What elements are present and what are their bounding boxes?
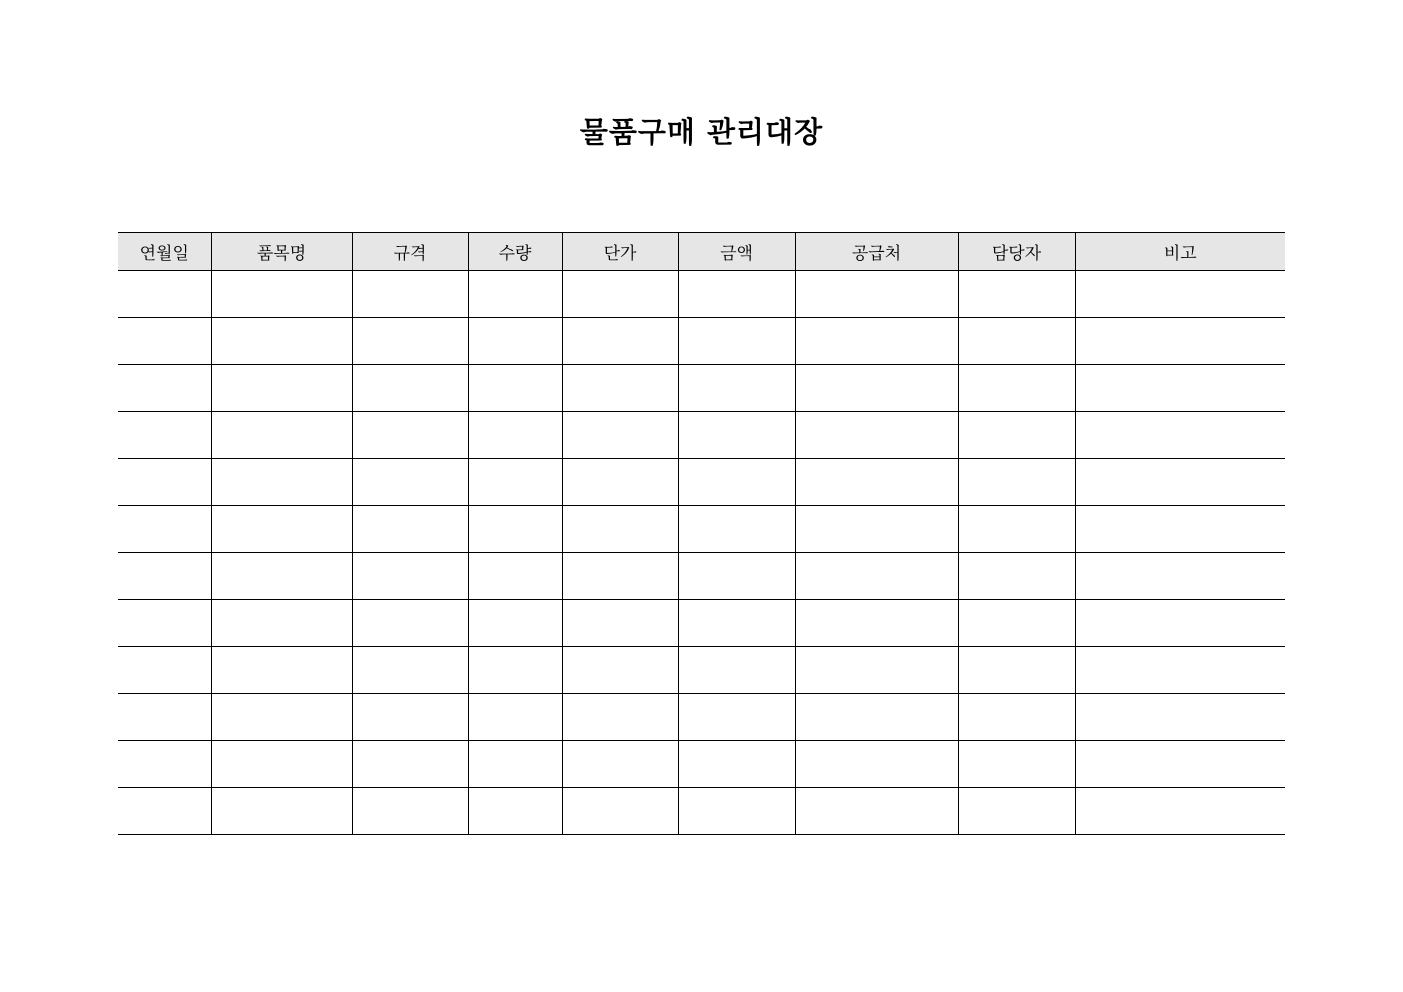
cell-item-name[interactable]: [211, 788, 352, 835]
cell-quantity[interactable]: [468, 647, 562, 694]
table-row: [118, 788, 1285, 835]
cell-amount[interactable]: [678, 647, 795, 694]
cell-unit-price[interactable]: [562, 600, 678, 647]
cell-remarks[interactable]: [1075, 318, 1285, 365]
cell-remarks[interactable]: [1075, 788, 1285, 835]
cell-quantity[interactable]: [468, 741, 562, 788]
cell-unit-price[interactable]: [562, 318, 678, 365]
cell-spec[interactable]: [352, 553, 468, 600]
cell-item-name[interactable]: [211, 271, 352, 318]
cell-remarks[interactable]: [1075, 459, 1285, 506]
header-item-name: 품목명: [211, 233, 352, 271]
cell-spec[interactable]: [352, 365, 468, 412]
cell-amount[interactable]: [678, 553, 795, 600]
cell-date[interactable]: [118, 694, 211, 741]
cell-supplier[interactable]: [795, 459, 958, 506]
cell-quantity[interactable]: [468, 694, 562, 741]
table-row: [118, 694, 1285, 741]
cell-item-name[interactable]: [211, 365, 352, 412]
cell-amount[interactable]: [678, 506, 795, 553]
header-quantity: 수량: [468, 233, 562, 271]
cell-supplier[interactable]: [795, 694, 958, 741]
cell-spec[interactable]: [352, 271, 468, 318]
header-date: 연월일: [118, 233, 211, 271]
cell-item-name[interactable]: [211, 694, 352, 741]
cell-spec[interactable]: [352, 741, 468, 788]
purchase-ledger-table: [118, 232, 1285, 835]
cell-supplier[interactable]: [795, 647, 958, 694]
cell-manager[interactable]: [958, 459, 1075, 506]
cell-manager[interactable]: [958, 600, 1075, 647]
cell-quantity[interactable]: [468, 365, 562, 412]
header-remarks: 비고: [1075, 233, 1285, 271]
header-row: [118, 233, 1285, 271]
cell-item-name[interactable]: [211, 318, 352, 365]
header-spec: 규격: [352, 233, 468, 271]
cell-date[interactable]: [118, 318, 211, 365]
table-row: [118, 553, 1285, 600]
cell-spec[interactable]: [352, 459, 468, 506]
cell-item-name[interactable]: [211, 506, 352, 553]
cell-manager[interactable]: [958, 506, 1075, 553]
table-row: [118, 318, 1285, 365]
cell-date[interactable]: [118, 365, 211, 412]
cell-unit-price[interactable]: [562, 741, 678, 788]
cell-amount[interactable]: [678, 459, 795, 506]
cell-remarks[interactable]: [1075, 412, 1285, 459]
cell-manager[interactable]: [958, 318, 1075, 365]
cell-manager[interactable]: [958, 553, 1075, 600]
cell-remarks[interactable]: [1075, 506, 1285, 553]
cell-remarks[interactable]: [1075, 271, 1285, 318]
cell-item-name[interactable]: [211, 412, 352, 459]
cell-item-name[interactable]: [211, 647, 352, 694]
cell-spec[interactable]: [352, 600, 468, 647]
cell-remarks[interactable]: [1075, 365, 1285, 412]
cell-date[interactable]: [118, 553, 211, 600]
cell-manager[interactable]: [958, 741, 1075, 788]
cell-supplier[interactable]: [795, 553, 958, 600]
cell-unit-price[interactable]: [562, 553, 678, 600]
cell-amount[interactable]: [678, 788, 795, 835]
cell-date[interactable]: [118, 600, 211, 647]
cell-remarks[interactable]: [1075, 741, 1285, 788]
header-supplier: 공급처: [795, 233, 958, 271]
cell-spec[interactable]: [352, 647, 468, 694]
cell-item-name[interactable]: [211, 600, 352, 647]
cell-supplier[interactable]: [795, 271, 958, 318]
cell-remarks[interactable]: [1075, 647, 1285, 694]
cell-manager[interactable]: [958, 647, 1075, 694]
table-row: [118, 271, 1285, 318]
cell-quantity[interactable]: [468, 271, 562, 318]
table-row: [118, 459, 1285, 506]
cell-item-name[interactable]: [211, 553, 352, 600]
cell-quantity[interactable]: [468, 506, 562, 553]
cell-spec[interactable]: [352, 694, 468, 741]
table-row: [118, 412, 1285, 459]
cell-remarks[interactable]: [1075, 694, 1285, 741]
cell-unit-price[interactable]: [562, 459, 678, 506]
cell-unit-price[interactable]: [562, 694, 678, 741]
cell-quantity[interactable]: [468, 412, 562, 459]
table-row: [118, 365, 1285, 412]
cell-amount[interactable]: [678, 741, 795, 788]
cell-manager[interactable]: [958, 365, 1075, 412]
header-amount: 금액: [678, 233, 795, 271]
cell-supplier[interactable]: [795, 412, 958, 459]
cell-amount[interactable]: [678, 694, 795, 741]
cell-spec[interactable]: [352, 318, 468, 365]
cell-spec[interactable]: [352, 788, 468, 835]
cell-date[interactable]: [118, 647, 211, 694]
cell-supplier[interactable]: [795, 788, 958, 835]
table-row: [118, 600, 1285, 647]
cell-date[interactable]: [118, 788, 211, 835]
cell-amount[interactable]: [678, 365, 795, 412]
cell-quantity[interactable]: [468, 553, 562, 600]
cell-remarks[interactable]: [1075, 553, 1285, 600]
cell-amount[interactable]: [678, 412, 795, 459]
cell-supplier[interactable]: [795, 600, 958, 647]
cell-unit-price[interactable]: [562, 788, 678, 835]
cell-unit-price[interactable]: [562, 506, 678, 553]
cell-amount[interactable]: [678, 271, 795, 318]
cell-supplier[interactable]: [795, 365, 958, 412]
cell-quantity[interactable]: [468, 459, 562, 506]
cell-manager[interactable]: [958, 271, 1075, 318]
cell-date[interactable]: [118, 412, 211, 459]
cell-date[interactable]: [118, 271, 211, 318]
page-title: 물품구매 관리대장: [579, 115, 824, 149]
cell-spec[interactable]: [352, 506, 468, 553]
cell-amount[interactable]: [678, 318, 795, 365]
cell-item-name[interactable]: [211, 741, 352, 788]
cell-quantity[interactable]: [468, 788, 562, 835]
cell-date[interactable]: [118, 741, 211, 788]
cell-remarks[interactable]: [1075, 600, 1285, 647]
table-body: [118, 271, 1285, 835]
header-manager: 담당자: [958, 233, 1075, 271]
cell-manager[interactable]: [958, 412, 1075, 459]
cell-spec[interactable]: [352, 412, 468, 459]
cell-manager[interactable]: [958, 694, 1075, 741]
cell-unit-price[interactable]: [562, 412, 678, 459]
cell-unit-price[interactable]: [562, 647, 678, 694]
table-row: [118, 647, 1285, 694]
cell-item-name[interactable]: [211, 459, 352, 506]
cell-amount[interactable]: [678, 600, 795, 647]
table-row: [118, 506, 1285, 553]
cell-unit-price[interactable]: [562, 271, 678, 318]
cell-date[interactable]: [118, 506, 211, 553]
cell-quantity[interactable]: [468, 318, 562, 365]
header-unit-price: 단가: [562, 233, 678, 271]
cell-supplier[interactable]: [795, 506, 958, 553]
cell-supplier[interactable]: [795, 741, 958, 788]
cell-manager[interactable]: [958, 788, 1075, 835]
table-row: [118, 741, 1285, 788]
cell-quantity[interactable]: [468, 600, 562, 647]
cell-supplier[interactable]: [795, 318, 958, 365]
cell-date[interactable]: [118, 459, 211, 506]
cell-unit-price[interactable]: [562, 365, 678, 412]
